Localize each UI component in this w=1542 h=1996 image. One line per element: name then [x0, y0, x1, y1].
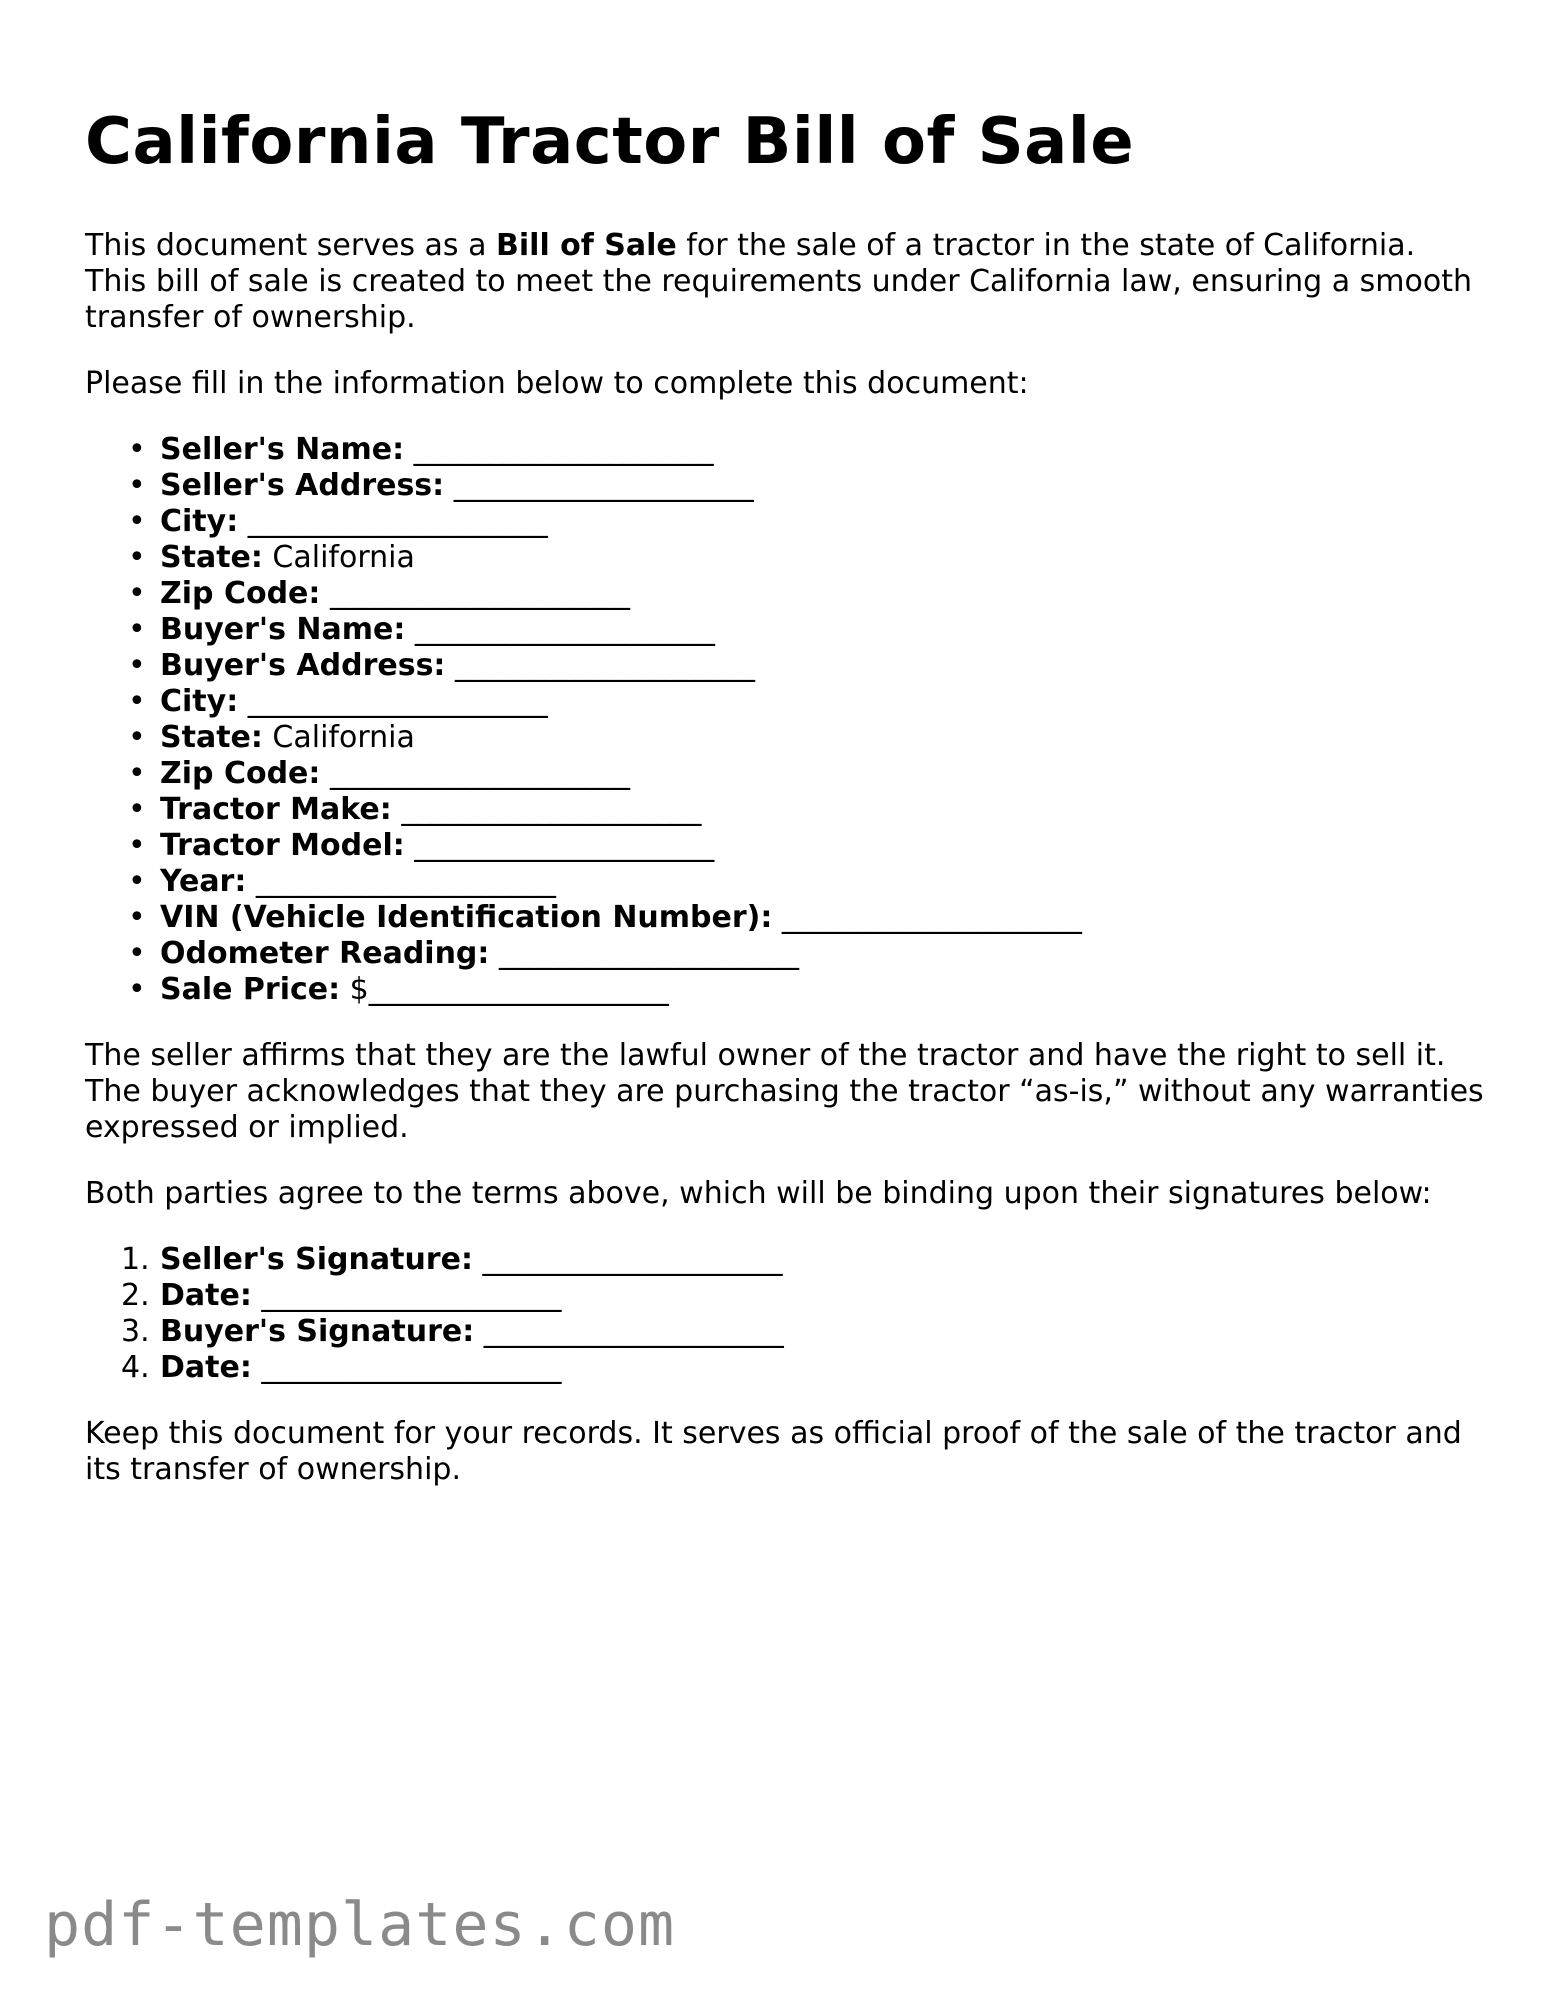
field-label: Seller's Name: [160, 432, 405, 467]
field-blank: ____________________ [320, 576, 630, 611]
field-seller-name [160, 432, 1485, 468]
field-buyer-address [160, 648, 1485, 684]
signature-list [85, 1242, 1485, 1386]
field-label: Tractor Model: [160, 828, 405, 863]
intro-text-start: This document serves as a [85, 228, 497, 263]
signature-blank: ____________________ [251, 1350, 562, 1385]
field-odometer [160, 936, 1485, 972]
field-label: City: [160, 684, 239, 719]
affirmation-paragraph: The seller affirms that they are the lawful owner of the tractor and have the right to sell it. The buyer acknowledges that they are purchasing the tractor “as-is,” without any warranties expressed or implied. [85, 1038, 1484, 1145]
field-vin [160, 900, 1485, 936]
field-label: Sale Price: [160, 972, 341, 1007]
field-blank: ____________________ [489, 936, 799, 971]
field-buyer-zip [160, 756, 1485, 792]
signature-seller-date [121, 1278, 1485, 1314]
field-label: Buyer's Address: [160, 648, 446, 683]
signature-blank: ____________________ [472, 1242, 783, 1277]
signature-label: Buyer's Signature: [160, 1314, 475, 1349]
field-label: City: [160, 504, 239, 539]
field-tractor-make [160, 792, 1485, 828]
field-blank: ____________________ [404, 828, 715, 863]
document-page [85, 105, 1485, 1518]
field-blank: ____________________ [246, 864, 556, 899]
field-value: California [262, 540, 415, 575]
signature-buyer [121, 1314, 1485, 1350]
signature-blank: ____________________ [251, 1278, 562, 1313]
field-buyer-city [160, 684, 1485, 720]
field-blank: ____________________ [404, 432, 714, 467]
field-label: State: [160, 540, 263, 575]
signature-seller [121, 1242, 1485, 1278]
field-label: VIN (Vehicle Identification Number): [160, 900, 773, 935]
list-number: 2. [121, 1278, 150, 1313]
list-number: 4. [121, 1350, 150, 1385]
intro-text-end: for the sale of a tractor in the state of California. This bill of sale is created to meet the requirements under California law, ensuring a smooth transfer of ownership. [85, 228, 1473, 335]
field-sale-price [160, 972, 1485, 1008]
signature-label: Date: [160, 1278, 252, 1313]
field-blank: ____________________ [391, 792, 702, 827]
list-number: 1. [121, 1242, 150, 1277]
field-blank: ____________________ [320, 756, 630, 791]
agreement-paragraph: Both parties agree to the terms above, which will be binding upon their signatures below: [85, 1176, 1432, 1211]
field-list [85, 432, 1485, 1008]
field-seller-city [160, 504, 1485, 540]
signature-label: Date: [160, 1350, 252, 1385]
instruction-paragraph: Please fill in the information below to complete this document: [85, 366, 1029, 401]
field-label: Year: [160, 864, 247, 899]
intro-paragraph [85, 228, 1485, 336]
field-seller-address [160, 468, 1485, 504]
list-number: 3. [121, 1314, 150, 1349]
field-label: Buyer's Name: [160, 612, 406, 647]
watermark-text: pdf-templates.com [44, 1890, 676, 1960]
field-blank: ____________________ [405, 612, 715, 647]
closing-paragraph: Keep this document for your records. It serves as official proof of the sale of the tractor and its transfer of ownership. [85, 1416, 1462, 1487]
field-seller-state [160, 540, 1485, 576]
field-buyer-name [160, 612, 1485, 648]
field-blank: ____________________ [238, 684, 548, 719]
field-blank: ____________________ [772, 900, 1082, 935]
field-value: California [262, 720, 415, 755]
field-buyer-state [160, 720, 1485, 756]
field-label: State: [160, 720, 263, 755]
field-label: Tractor Make: [160, 792, 392, 827]
field-blank: ____________________ [238, 504, 548, 539]
field-blank: ____________________ [444, 468, 754, 503]
field-label: Odometer Reading: [160, 936, 490, 971]
field-label: Zip Code: [160, 756, 321, 791]
field-blank: ____________________ [445, 648, 755, 683]
document-title: California Tractor Bill of Sale [85, 105, 1135, 179]
signature-label: Seller's Signature: [160, 1242, 473, 1277]
field-year [160, 864, 1485, 900]
signature-blank: ____________________ [474, 1314, 784, 1349]
field-label: Zip Code: [160, 576, 321, 611]
field-blank: $____________________ [340, 972, 669, 1007]
field-tractor-model [160, 828, 1485, 864]
signature-buyer-date [121, 1350, 1485, 1386]
intro-bold-term: Bill of Sale [496, 228, 677, 263]
field-label: Seller's Address: [160, 468, 445, 503]
field-seller-zip [160, 576, 1485, 612]
